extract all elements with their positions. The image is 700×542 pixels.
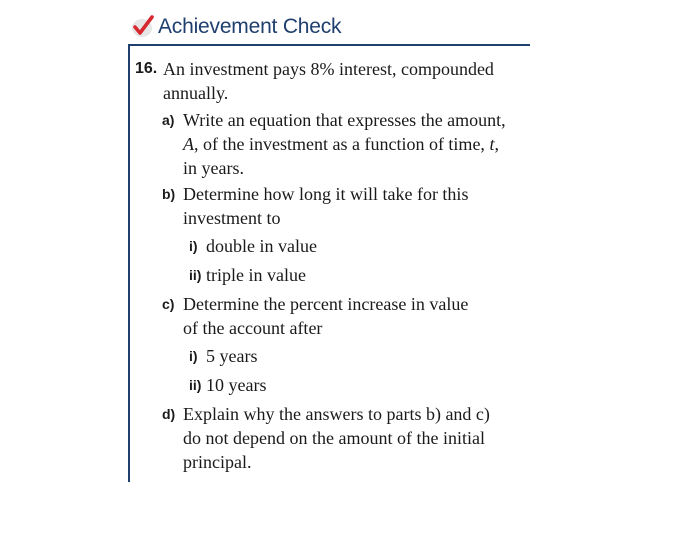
header-divider — [128, 44, 530, 46]
part-d-line-1: Explain why the answers to parts b) and c) — [183, 404, 490, 424]
question-stem-line-1: An investment pays 8% interest, compounded — [163, 59, 494, 79]
part-b-i-label: i) — [189, 238, 198, 254]
part-c-i-text: 5 years — [206, 346, 258, 366]
part-a-line-2-end: , — [494, 134, 499, 154]
question-stem-line-2: annually. — [163, 83, 229, 103]
variable-t: t — [489, 134, 495, 154]
part-c-i-label: i) — [189, 348, 198, 364]
part-c-ii-label: ii) — [189, 377, 202, 393]
part-b-ii-label: ii) — [189, 267, 202, 283]
part-b-i-text: double in value — [206, 236, 317, 256]
part-b-line-2: investment to — [183, 208, 281, 228]
part-c-ii-text: 10 years — [206, 375, 267, 395]
part-a-line-2 — [183, 132, 499, 156]
part-b-line-1: Determine how long it will take for this — [183, 184, 469, 204]
part-d-line-2: do not depend on the amount of the initial — [183, 428, 485, 448]
question-number: 16. — [135, 60, 158, 77]
part-c-line-2: of the account after — [183, 318, 323, 338]
achievement-check-header — [130, 12, 341, 42]
variable-a: A — [183, 134, 194, 154]
part-d-label: d) — [162, 406, 176, 422]
checkmark-icon — [130, 14, 156, 40]
part-c-line-1: Determine the percent increase in value — [183, 294, 469, 314]
part-b-label: b) — [162, 186, 176, 202]
part-a-line-1: Write an equation that expresses the amount, — [183, 110, 506, 130]
section-title: Achievement Check — [158, 15, 342, 38]
part-c-label: c) — [162, 296, 175, 312]
part-a-line-3: in years. — [183, 158, 244, 178]
side-divider — [128, 44, 130, 482]
part-d-line-3: principal. — [183, 452, 252, 472]
part-a-line-2-text: , of the investment as a function of time, — [194, 134, 490, 154]
part-b-ii-text: triple in value — [206, 265, 306, 285]
part-a-label: a) — [162, 112, 175, 128]
